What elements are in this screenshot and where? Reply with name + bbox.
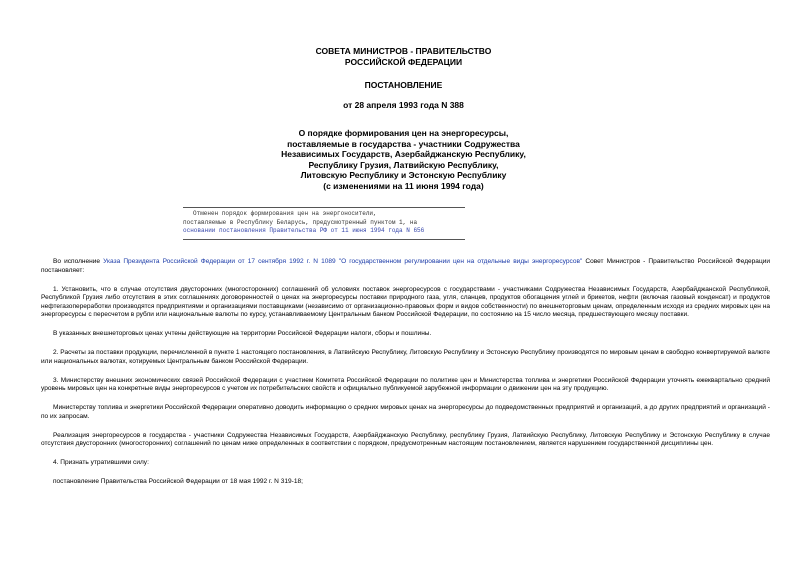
note-line: Отменен порядок формирования цен на энергоносители, (193, 210, 377, 217)
doc-date-heading: от 28 апреля 1993 года N 388 (343, 100, 464, 110)
doc-title-line: Республику Грузия, Латвийскую Республику, (308, 159, 499, 170)
paragraph-price-discipline: Реализация энергоресурсов в государства - участники Содружества Независимых Государств, Азербайджанскую Республику, республику Грузия, Латвийскую Республику, Литовскую Республику и Эстонскую Республику в случае отсутствия двусторонних (многосторонних) соглашений по ценам ниже определенных в соответствии с порядком, предусмотренным настоящим постановлением, является нарушением государственной дисциплины цен. (41, 431, 770, 448)
note-line: поставляемые в Республику Беларусь, предусмотренный пунктом 1, на (183, 218, 418, 226)
doc-title-line: Независимых Государств, Азербайджанскую Республику, (281, 149, 526, 159)
preamble-paragraph (41, 258, 770, 275)
paragraph-3: 3. Министерству внешних экономических связей Российской Федерации с участием Комитета Российской Федерации по политике цен и Министерства топлива и энергетики Российской Федерации уточнять ежеквартально средний уровень мировых цен на конкретные виды энергоресурсов с учетом их потребительских свойств и официально публикуемой зарубежной информации о движении цен на эту продукцию. (41, 376, 770, 393)
issuer-line-1: СОВЕТА МИНИСТРОВ - ПРАВИТЕЛЬСТВО (315, 46, 492, 56)
doc-type-heading: ПОСТАНОВЛЕНИЕ (364, 80, 443, 90)
paragraph-1: 1. Установить, что в случае отсутствия двусторонних (многосторонних) соглашений об условиях поставок энергоресурсов с государствами - участниками Содружества Независимых Государств, Азербайджанской Республикой, Республикой Грузия либо отсутствия в этих соглашениях договоренностей о ценах на энергоресурсы поставки природного газа, угля, сланцев, продуктов обогащения углей и брикетов, нефти (включая газовый конденсат) и продуктов нефтегазопереработки производятся предприятиями и организациями поставщиками (независимо от организационно-правовых форм и видов собственности) по внешнеторговым ценам, определенным исходя из средних мировых цен на энергоресурсы с пересчетом в рубли или национальные валюты по курсу, устанавливаемому Центральным банком Российской Федерации, по состоянию на 15 число месяца, предшествующего месяцу поставки. (41, 285, 770, 319)
document-body (41, 258, 770, 497)
presidential-decree-link[interactable]: Указа Президента Российской Федерации от 17 сентября 1992 г. N 1089 "О государственном регулировании цен на отдельные виды энергоресурсов" (103, 258, 583, 265)
amendment-note (183, 207, 465, 240)
doc-title (0, 128, 807, 191)
paragraph-taxes: В указанных внешнеторговых ценах учтены действующие на территории Российской Федерации налоги, сборы и пошлины. (53, 330, 432, 338)
note-amendment-link[interactable]: основании постановления Правительства РФ от 11 июня 1994 года N 656 (183, 227, 425, 235)
doc-title-line: О порядке формирования цен на энергоресурсы, (298, 128, 509, 138)
doc-title-line: поставляемые в государства - участники Содружества (287, 138, 520, 149)
issuer-heading (0, 46, 807, 67)
paragraph-fuel-ministry: Министерству топлива и энергетики Российской Федерации оперативно доводить информацию о средних мировых ценах на энергоресурсы до подведомственных предприятий и организаций, а до других предприятий и организаций - по их запросам. (41, 404, 770, 420)
paragraph-repealed-item: постановление Правительства Российской Федерации от 18 мая 1992 г. N 319-18; (53, 478, 303, 485)
issuer-line-2: РОССИЙСКОЙ ФЕДЕРАЦИИ (344, 56, 463, 67)
doc-title-line: Литовскую Республику и Эстонскую Республику (300, 170, 507, 180)
preamble-prefix: Во исполнение (53, 258, 104, 265)
preamble-suffix: Совет Министров - Правительство Российской Федерации постановляет: (41, 258, 771, 274)
paragraph-2: 2. Расчеты за поставки продукции, перечисленной в пункте 1 настоящего постановления, в Латвийскую Республику, Литовскую Республику и Эстонскую Республику производятся по мировым ценам в свободно конвертируемой валюте или национальных валютах, котируемых Центральным банком Российской Федерации. (41, 349, 770, 365)
paragraph-4: 4. Признать утратившими силу: (53, 459, 149, 467)
doc-title-line: (с изменениями на 11 июня 1994 года) (323, 180, 484, 191)
